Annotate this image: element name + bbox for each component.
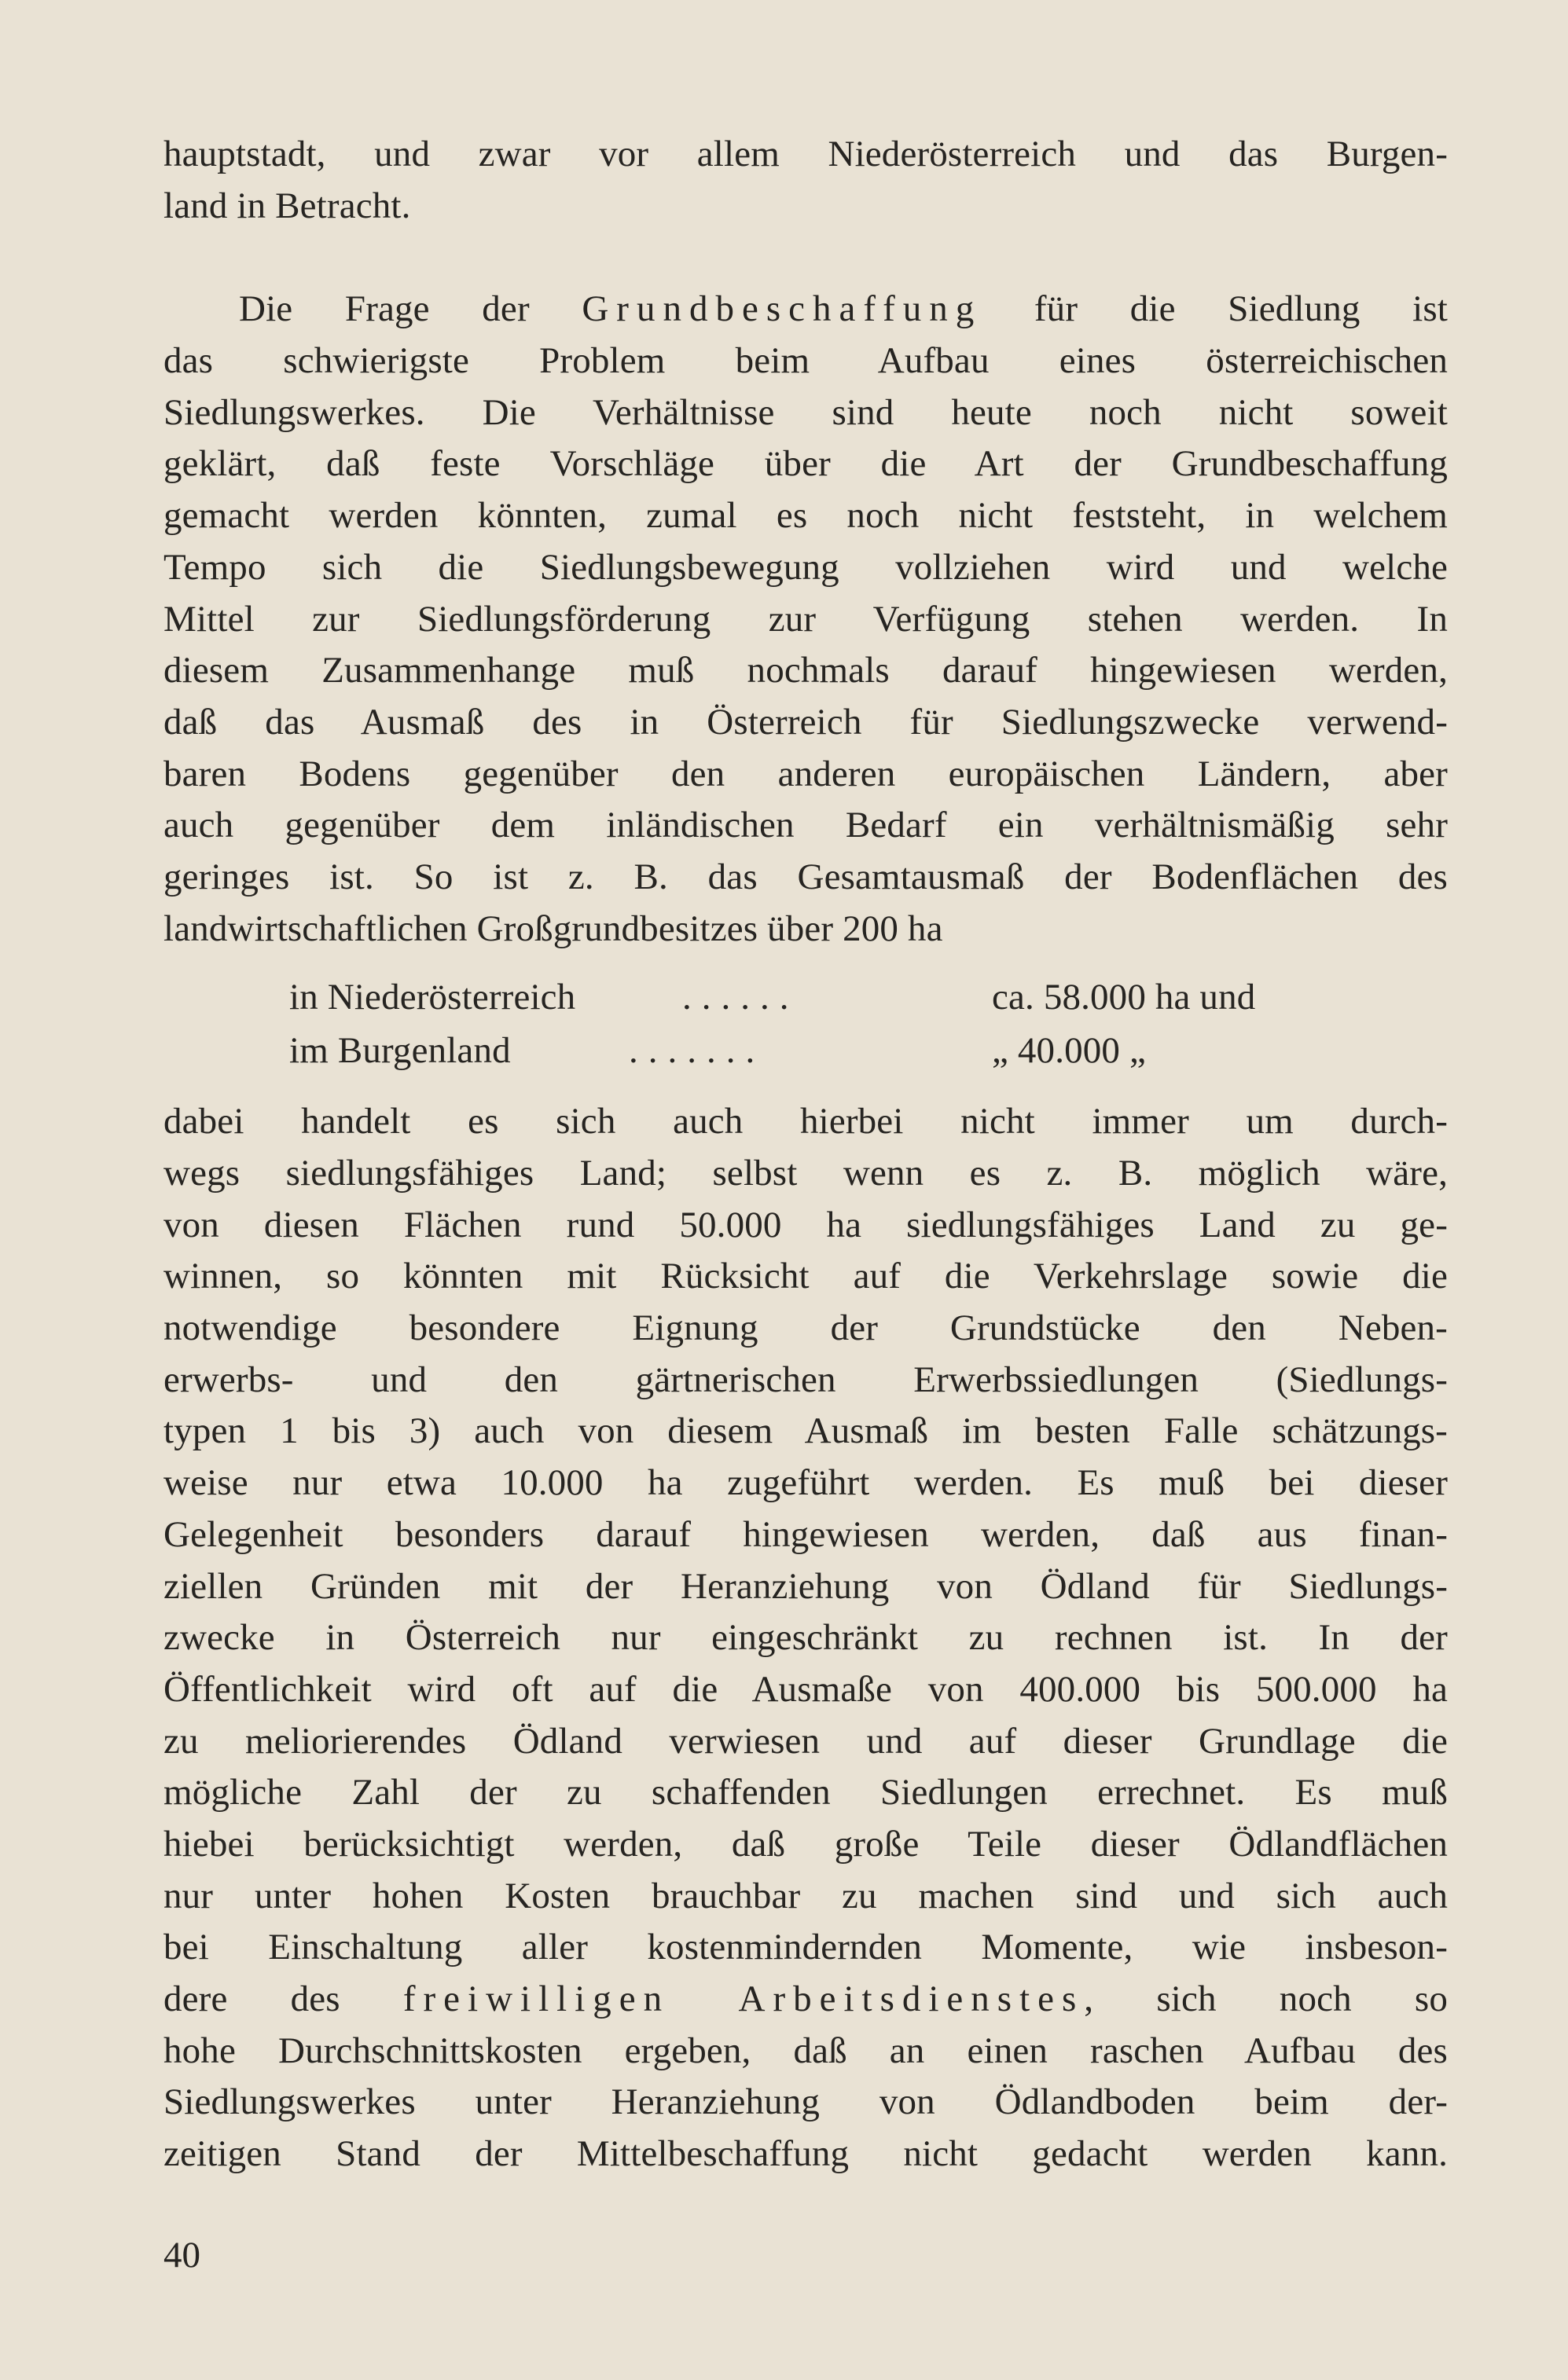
list-item-burgenland bbox=[163, 1025, 1448, 1079]
text-line: geklärt, daß feste Vorschläge über die Art der Grundbeschaffung bbox=[163, 443, 1448, 485]
text-line: mögliche Zahl der zu schaffenden Siedlungen errechnet. Es muß bbox=[163, 1772, 1448, 1813]
list-item-niederoesterreich bbox=[163, 972, 1448, 1025]
text-line: geringes ist. So ist z. B. das Gesamtausmaß der Bodenflächen des bbox=[163, 856, 1448, 897]
emphasized-term: freiwilligen Arbeitsdienstes bbox=[402, 1978, 1085, 2019]
text-fragment: dere des bbox=[163, 1978, 403, 2019]
text-line: landwirtschaftlichen Großgrundbesitzes über 200 ha bbox=[163, 908, 943, 949]
text-line: baren Bodens gegenüber den anderen europäischen Ländern, aber bbox=[163, 753, 1448, 794]
text-line: zwecke in Österreich nur eingeschränkt zu rechnen ist. In der bbox=[163, 1617, 1448, 1659]
text-line: daß das Ausmaß des in Österreich für Siedlungszwecke verwend- bbox=[163, 701, 1448, 743]
leader-dots: ...... bbox=[682, 977, 799, 1018]
text-line: gemacht werden könnten, zumal es noch nicht feststeht, in welchem bbox=[163, 495, 1448, 537]
text-line: von diesen Flächen rund 50.000 ha siedlungsfähiges Land zu ge- bbox=[163, 1204, 1448, 1245]
list-gap bbox=[163, 955, 1448, 972]
leader-dots: ....... bbox=[629, 1030, 766, 1072]
text-fragment: , sich noch so bbox=[1084, 1978, 1448, 2019]
text-line: erwerbs- und den gärtnerischen Erwerbssiedlungen (Siedlungs- bbox=[163, 1359, 1448, 1400]
text-line: hohe Durchschnittskosten ergeben, daß an einen raschen Aufbau des bbox=[163, 2030, 1448, 2071]
text-line: zeitigen Stand der Mittelbeschaffung nicht gedacht werden kann. bbox=[163, 2133, 1448, 2175]
text-line: winnen, so könnten mit Rücksicht auf die Verkehrslage sowie die bbox=[163, 1256, 1448, 1297]
text-line: zu meliorierendes Ödland verwiesen und auf dieser Grundlage die bbox=[163, 1720, 1448, 1762]
text-line: Öffentlichkeit wird oft auf die Ausmaße von 400.000 bis 500.000 ha bbox=[163, 1668, 1448, 1710]
text-line: land in Betracht. bbox=[163, 185, 411, 226]
text-line: Gelegenheit besonders darauf hingewiesen werden, daß aus finan- bbox=[163, 1513, 1448, 1555]
text-line: dabei handelt es sich auch hierbei nicht immer um durch- bbox=[163, 1101, 1448, 1142]
text-line: notwendige besondere Eignung der Grundstücke den Neben- bbox=[163, 1307, 1448, 1349]
text-fragment: für die Siedlung ist bbox=[982, 288, 1448, 330]
paragraph-gap bbox=[163, 232, 1448, 284]
text-line: das schwierigste Problem beim Aufbau eines österreichischen bbox=[163, 340, 1448, 382]
text-line-emphasis bbox=[163, 1974, 1448, 2026]
text-line: bei Einschaltung aller kostenmindernden Momente, wie insbeson- bbox=[163, 1927, 1448, 1968]
text-line: Tempo sich die Siedlungsbewegung vollziehen wird und welche bbox=[163, 546, 1448, 588]
text-line: auch gegenüber dem inländischen Bedarf ein verhältnismäßig sehr bbox=[163, 805, 1448, 846]
text-line: wegs siedlungsfähiges Land; selbst wenn es z. B. möglich wäre, bbox=[163, 1153, 1448, 1194]
text-line: hiebei berücksichtigt werden, daß große Teile dieser Ödlandflächen bbox=[163, 1823, 1448, 1865]
text-line: nur unter hohen Kosten brauchbar zu machen sind und sich auch bbox=[163, 1875, 1448, 1916]
list-gap bbox=[163, 1079, 1448, 1096]
text-fragment: Die Frage der bbox=[239, 288, 582, 330]
body-text bbox=[163, 129, 1448, 2180]
text-line: hauptstadt, und zwar vor allem Niederösterreich und das Burgen- bbox=[163, 134, 1448, 174]
text-line: ziellen Gründen mit der Heranziehung von Ödland für Siedlungs- bbox=[163, 1565, 1448, 1607]
text-line-paragraph-start bbox=[163, 284, 1448, 336]
page-number: 40 bbox=[163, 2235, 200, 2275]
list-value: ca. 58.000 ha und bbox=[992, 977, 1256, 1018]
text-line: Siedlungswerkes unter Heranziehung von Ödlandboden beim der- bbox=[163, 2081, 1448, 2123]
list-label: in Niederösterreich bbox=[289, 977, 576, 1018]
text-line: Siedlungswerkes. Die Verhältnisse sind heute noch nicht soweit bbox=[163, 391, 1448, 433]
text-line: weise nur etwa 10.000 ha zugeführt werden. Es muß bei dieser bbox=[163, 1462, 1448, 1504]
text-line: Mittel zur Siedlungsförderung zur Verfügung stehen werden. In bbox=[163, 598, 1448, 640]
list-label: im Burgenland bbox=[289, 1030, 511, 1072]
text-line: diesem Zusammenhange muß nochmals darauf hingewiesen werden, bbox=[163, 650, 1448, 691]
text-line: typen 1 bis 3) auch von diesem Ausmaß im besten Falle schätzungs- bbox=[163, 1410, 1448, 1452]
emphasized-term: Grundbeschaffung bbox=[582, 288, 982, 330]
list-value: „ 40.000 „ bbox=[992, 1030, 1146, 1072]
